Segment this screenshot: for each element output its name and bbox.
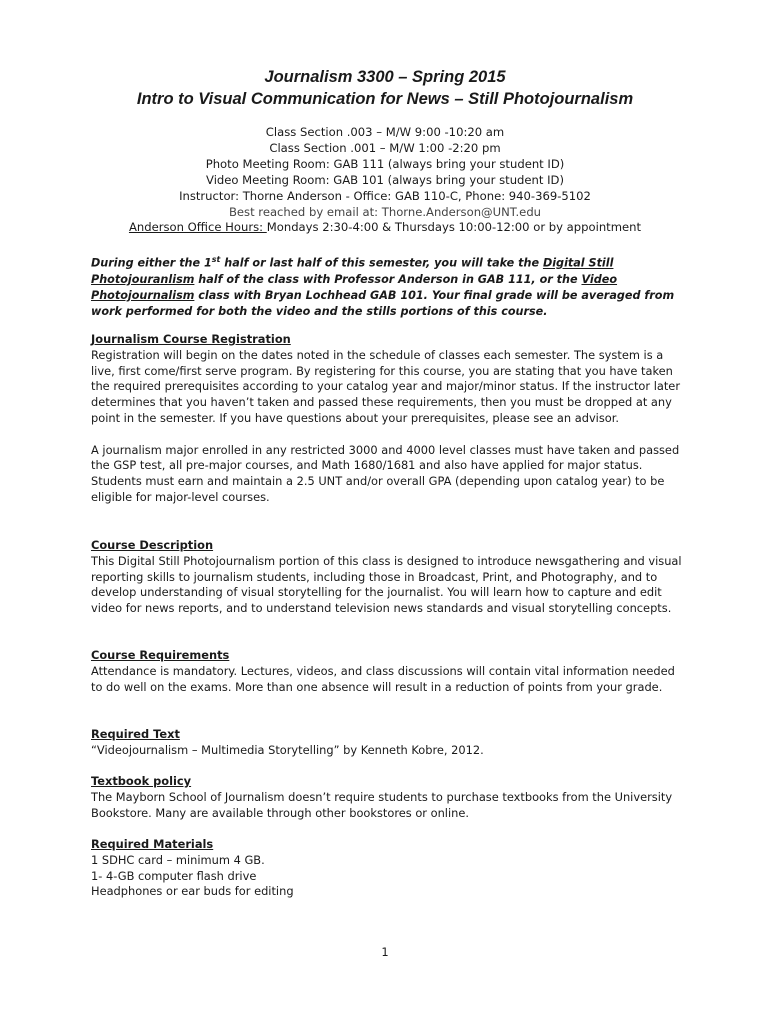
- video-meeting-room: Video Meeting Room: GAB 101 (always bring your student ID): [206, 172, 564, 187]
- photo-meeting-room: Photo Meeting Room: GAB 111 (always bring your student ID): [205, 156, 565, 171]
- registration-section: [91, 332, 686, 506]
- registration-paragraph-2: A journalism major enrolled in any restricted 3000 and 4000 level classes must have taken and passed the GSP test, all pre-major courses, and Math 1680/1681 and also have applied for major status. Students must earn and maintain a 2.5 UNT and/or overall GPA (depending upon catalog year) to be eligible for major-level courses.: [91, 442, 680, 504]
- description-heading: Course Description: [91, 538, 214, 552]
- requirements-section: [91, 648, 686, 695]
- intro-video-course: Video Photojournalism: [91, 272, 618, 302]
- class-section-003: Class Section .003 – M/W 9:00 -10:20 am: [265, 125, 505, 139]
- page-number: 1: [381, 945, 389, 959]
- intro-part4: class with Bryan Lochhead GAB 101. Your final grade will be averaged from work performed for both the video and the stills portions of this course.: [91, 288, 675, 318]
- class-section-001: Class Section .001 – M/W 1:00 -2:20 pm: [269, 140, 501, 155]
- materials-section: [91, 837, 686, 900]
- description-paragraph: This Digital Still Photojournalism portion of this class is designed to introduce newsgathering and visual reporting skills to journalism students, including those in Broadcast, Print, and Photography, and to develop understanding of visual storytelling for the journalist. You will learn how to capture and edit video for news reports, and to understand television news standards and visual storytelling concepts.: [91, 553, 682, 616]
- textbook-policy-heading: Textbook policy: [91, 774, 192, 788]
- required-text-paragraph: “Videojournalism – Multimedia Storytelling” by Kenneth Kobre, 2012.: [91, 742, 484, 757]
- document-title: [0, 66, 770, 110]
- office-hours-value: Mondays 2:30-4:00 & Thursdays 10:00-12:00 or by appointment: [266, 220, 642, 235]
- materials-item: 1 SDHC card – minimum 4 GB.: [91, 852, 265, 867]
- intro-part1: During either the 1: [91, 256, 212, 270]
- intro-part3: half of the class with Professor Anderson in GAB 111, or the: [194, 272, 582, 286]
- office-hours: [0, 220, 770, 236]
- registration-heading: Journalism Course Registration: [91, 332, 291, 346]
- materials-heading: Required Materials: [91, 837, 214, 851]
- intro-superscript: st: [211, 255, 221, 264]
- instructor-email: Best reached by email at: Thorne.Anderson@UNT.edu: [228, 204, 542, 219]
- requirements-paragraph: Attendance is mandatory. Lectures, videos, and class discussions will contain vital information needed to do well on the exams. More than one absence will result in a reduction of points from your grade.: [91, 663, 675, 694]
- registration-paragraph-1: Registration will begin on the dates noted in the schedule of classes each semester. The system is a live, first come/first serve program. By registering for this course, you are stating that you have taken the required prerequisites according to your catalog year and major/minor status. If the instructor later determines that you haven’t taken and passed these requirements, then you must be dropped at any point in the semester. If you have questions about your prerequisites, please see an advisor.: [91, 347, 681, 425]
- materials-item: 1- 4-GB computer flash drive: [91, 868, 257, 883]
- course-info: [0, 125, 770, 236]
- office-hours-label: Anderson Office Hours:: [128, 220, 267, 235]
- course-subtitle: Intro to Visual Communication for News – Still Photojournalism: [136, 90, 634, 108]
- intro-part2: half or last half of this semester, you will take the: [220, 256, 543, 270]
- intro-stills-course: Digital Still Photojouranlism: [91, 256, 614, 286]
- intro-paragraph: [91, 252, 686, 320]
- textbook-policy-section: [91, 774, 686, 821]
- requirements-heading: Course Requirements: [91, 648, 230, 662]
- description-section: [91, 538, 686, 617]
- materials-item: Headphones or ear buds for editing: [91, 884, 294, 899]
- required-text-section: [91, 727, 686, 759]
- course-title: Journalism 3300 – Spring 2015: [264, 68, 506, 86]
- required-text-heading: Required Text: [91, 727, 180, 741]
- instructor-info: Instructor: Thorne Anderson - Office: GAB 110-C, Phone: 940-369-5102: [179, 188, 591, 203]
- textbook-policy-paragraph: The Mayborn School of Journalism doesn’t require students to purchase textbooks from the University Bookstore. Many are available through other bookstores or online.: [91, 789, 673, 820]
